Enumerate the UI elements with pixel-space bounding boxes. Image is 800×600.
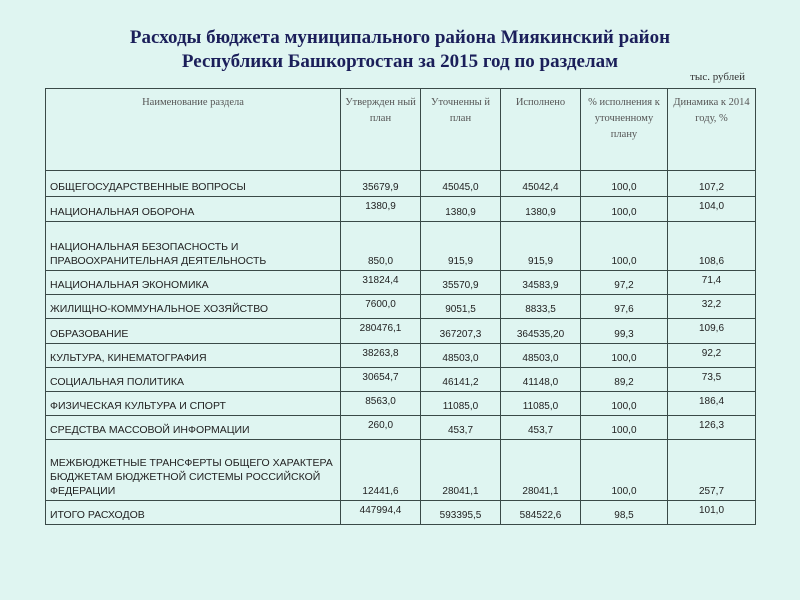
budget-table <box>45 88 756 525</box>
value-cell: 30654,7 <box>341 368 421 392</box>
value-cell: 100,0 <box>581 416 668 440</box>
value-cell: 99,3 <box>581 319 668 344</box>
table-row <box>46 271 756 295</box>
value-cell: 38263,8 <box>341 344 421 368</box>
value-cell: 35570,9 <box>421 271 501 295</box>
value-cell: 850,0 <box>341 222 421 271</box>
value-cell: 100,0 <box>581 171 668 197</box>
value-cell: 8833,5 <box>501 295 581 319</box>
value-cell: 109,6 <box>668 319 756 344</box>
section-name-cell: ЖИЛИЩНО-КОММУНАЛЬНОЕ ХОЗЯЙСТВО <box>46 295 341 319</box>
value-cell: 35679,9 <box>341 171 421 197</box>
value-cell: 126,3 <box>668 416 756 440</box>
value-cell: 107,2 <box>668 171 756 197</box>
value-cell: 73,5 <box>668 368 756 392</box>
value-cell: 48503,0 <box>421 344 501 368</box>
section-name-cell: КУЛЬТУРА, КИНЕМАТОГРАФИЯ <box>46 344 341 368</box>
value-cell: 367207,3 <box>421 319 501 344</box>
value-cell: 453,7 <box>501 416 581 440</box>
value-cell: 97,2 <box>581 271 668 295</box>
table-row <box>46 440 756 501</box>
value-cell: 89,2 <box>581 368 668 392</box>
value-cell: 584522,6 <box>501 501 581 525</box>
value-cell: 28041,1 <box>421 440 501 501</box>
value-cell: 100,0 <box>581 440 668 501</box>
value-cell: 593395,5 <box>421 501 501 525</box>
table-row <box>46 197 756 222</box>
value-cell: 9051,5 <box>421 295 501 319</box>
value-cell: 100,0 <box>581 392 668 416</box>
table-row <box>46 222 756 271</box>
value-cell: 12441,6 <box>341 440 421 501</box>
value-cell: 45045,0 <box>421 171 501 197</box>
section-name-cell: МЕЖБЮДЖЕТНЫЕ ТРАНСФЕРТЫ ОБЩЕГО ХАРАКТЕРА БЮДЖЕТАМ БЮДЖЕТНОЙ СИСТЕМЫ РОССИЙСКОЙ ФЕДЕРАЦИИ <box>46 440 341 501</box>
value-cell: 28041,1 <box>501 440 581 501</box>
table-row <box>46 368 756 392</box>
value-cell: 7600,0 <box>341 295 421 319</box>
value-cell: 11085,0 <box>421 392 501 416</box>
section-name-cell: СРЕДСТВА МАССОВОЙ ИНФОРМАЦИИ <box>46 416 341 440</box>
value-cell: 71,4 <box>668 271 756 295</box>
table-row <box>46 319 756 344</box>
value-cell: 34583,9 <box>501 271 581 295</box>
value-cell: 186,4 <box>668 392 756 416</box>
column-header: Исполнено <box>501 89 581 171</box>
title-line-2: Республики Башкортостан за 2015 год по разделам <box>181 51 619 72</box>
page-title <box>0 26 800 74</box>
table-row <box>46 501 756 525</box>
value-cell: 48503,0 <box>501 344 581 368</box>
table-row <box>46 392 756 416</box>
title-line-1: Расходы бюджета муниципального района Миякинский район <box>129 27 671 48</box>
header-row <box>46 89 756 171</box>
value-cell: 97,6 <box>581 295 668 319</box>
table-row <box>46 171 756 197</box>
column-header: Утвержден ный план <box>341 89 421 171</box>
section-name-cell: НАЦИОНАЛЬНАЯ БЕЗОПАСНОСТЬ И ПРАВООХРАНИТЕЛЬНАЯ ДЕЯТЕЛЬНОСТЬ <box>46 222 341 271</box>
value-cell: 101,0 <box>668 501 756 525</box>
value-cell: 46141,2 <box>421 368 501 392</box>
section-name-cell: ОБРАЗОВАНИЕ <box>46 319 341 344</box>
value-cell: 915,9 <box>501 222 581 271</box>
value-cell: 447994,4 <box>341 501 421 525</box>
value-cell: 1380,9 <box>341 197 421 222</box>
value-cell: 453,7 <box>421 416 501 440</box>
section-name-cell: ОБЩЕГОСУДАРСТВЕННЫЕ ВОПРОСЫ <box>46 171 341 197</box>
section-name-cell: ФИЗИЧЕСКАЯ КУЛЬТУРА И СПОРТ <box>46 392 341 416</box>
value-cell: 364535,20 <box>501 319 581 344</box>
units-label: тыс. рублей <box>690 71 745 83</box>
value-cell: 8563,0 <box>341 392 421 416</box>
value-cell: 100,0 <box>581 344 668 368</box>
value-cell: 1380,9 <box>501 197 581 222</box>
table-row <box>46 416 756 440</box>
value-cell: 41148,0 <box>501 368 581 392</box>
value-cell: 98,5 <box>581 501 668 525</box>
column-header: Динамика к 2014 году, % <box>668 89 756 171</box>
value-cell: 108,6 <box>668 222 756 271</box>
value-cell: 31824,4 <box>341 271 421 295</box>
section-name-cell: СОЦИАЛЬНАЯ ПОЛИТИКА <box>46 368 341 392</box>
table-row <box>46 295 756 319</box>
value-cell: 915,9 <box>421 222 501 271</box>
value-cell: 280476,1 <box>341 319 421 344</box>
section-name-cell: НАЦИОНАЛЬНАЯ ОБОРОНА <box>46 197 341 222</box>
section-name-cell: НАЦИОНАЛЬНАЯ ЭКОНОМИКА <box>46 271 341 295</box>
value-cell: 11085,0 <box>501 392 581 416</box>
value-cell: 92,2 <box>668 344 756 368</box>
column-header: Уточненны й план <box>421 89 501 171</box>
value-cell: 100,0 <box>581 197 668 222</box>
value-cell: 1380,9 <box>421 197 501 222</box>
table-row <box>46 344 756 368</box>
value-cell: 104,0 <box>668 197 756 222</box>
column-header: % исполнения к уточненному плану <box>581 89 668 171</box>
value-cell: 32,2 <box>668 295 756 319</box>
value-cell: 257,7 <box>668 440 756 501</box>
value-cell: 260,0 <box>341 416 421 440</box>
value-cell: 45042,4 <box>501 171 581 197</box>
column-header: Наименование раздела <box>46 89 341 171</box>
value-cell: 100,0 <box>581 222 668 271</box>
section-name-cell: ИТОГО РАСХОДОВ <box>46 501 341 525</box>
